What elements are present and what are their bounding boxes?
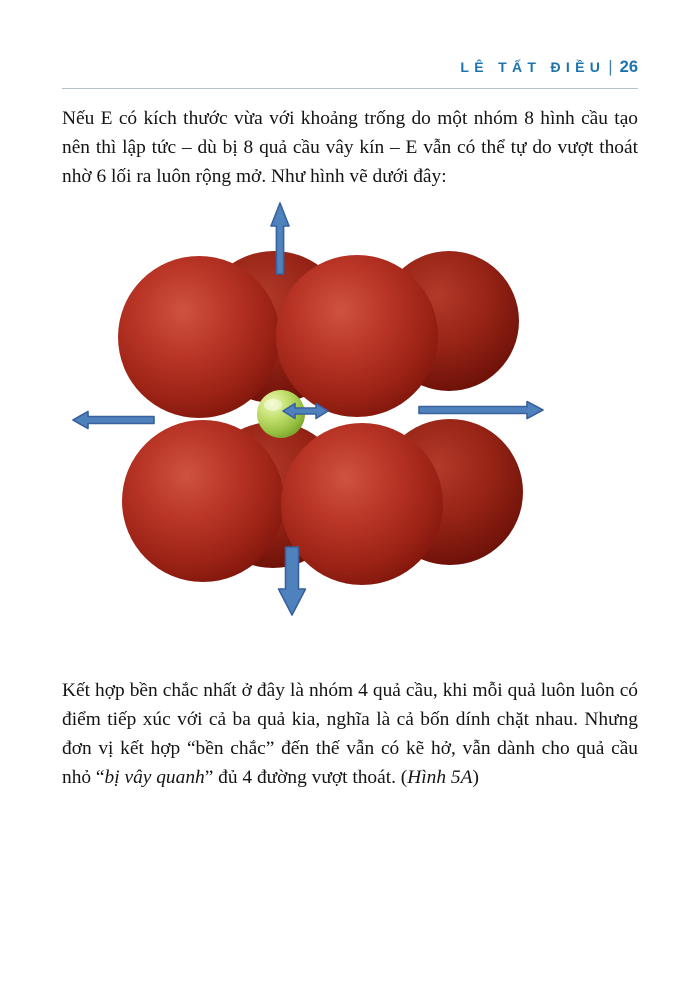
page-number: 26: [619, 58, 638, 76]
author-name: LÊ TẤT ĐIỀU: [460, 59, 606, 75]
red-sphere-front-bottom-left: [122, 420, 284, 582]
escape-arrow-right: [419, 401, 543, 418]
body-paragraph-2: Kết hợp bền chắc nhất ở đây là nhóm 4 quả cầu, khi mỗi quả luôn luôn có điểm tiếp xúc với cả ba quả kia, nghĩa là cả bốn dính chặt nhau. Nhưng đơn vị kết hợp “bền chắc” đến thế vẫn có kẽ hở, vẫn dành cho quả cầu nhỏ “bị vây quanh” đủ 4 đường vượt thoát. (Hình 5A): [62, 679, 638, 789]
body-paragraph-1: Nếu E có kích thước vừa với khoảng trống do một nhóm 8 hình cầu tạo nên thì lập tức – dù bị 8 quả cầu vây kín – E vẫn có thể tự do vượt thoát nhờ 6 lối ra luôn rộng mở. Như hình vẽ dưới đây:: [62, 108, 638, 188]
green-sphere-highlight: [264, 399, 282, 411]
figure-sphere-packing: [62, 193, 638, 623]
red-sphere-front-top-right: [276, 255, 438, 417]
header-separator: |: [608, 57, 613, 76]
red-sphere-front-top-left: [118, 256, 280, 418]
red-sphere-front-bottom-right: [281, 423, 443, 585]
escape-arrow-left: [73, 411, 154, 428]
packing-diagram: [62, 193, 562, 623]
page-header: [62, 0, 638, 89]
